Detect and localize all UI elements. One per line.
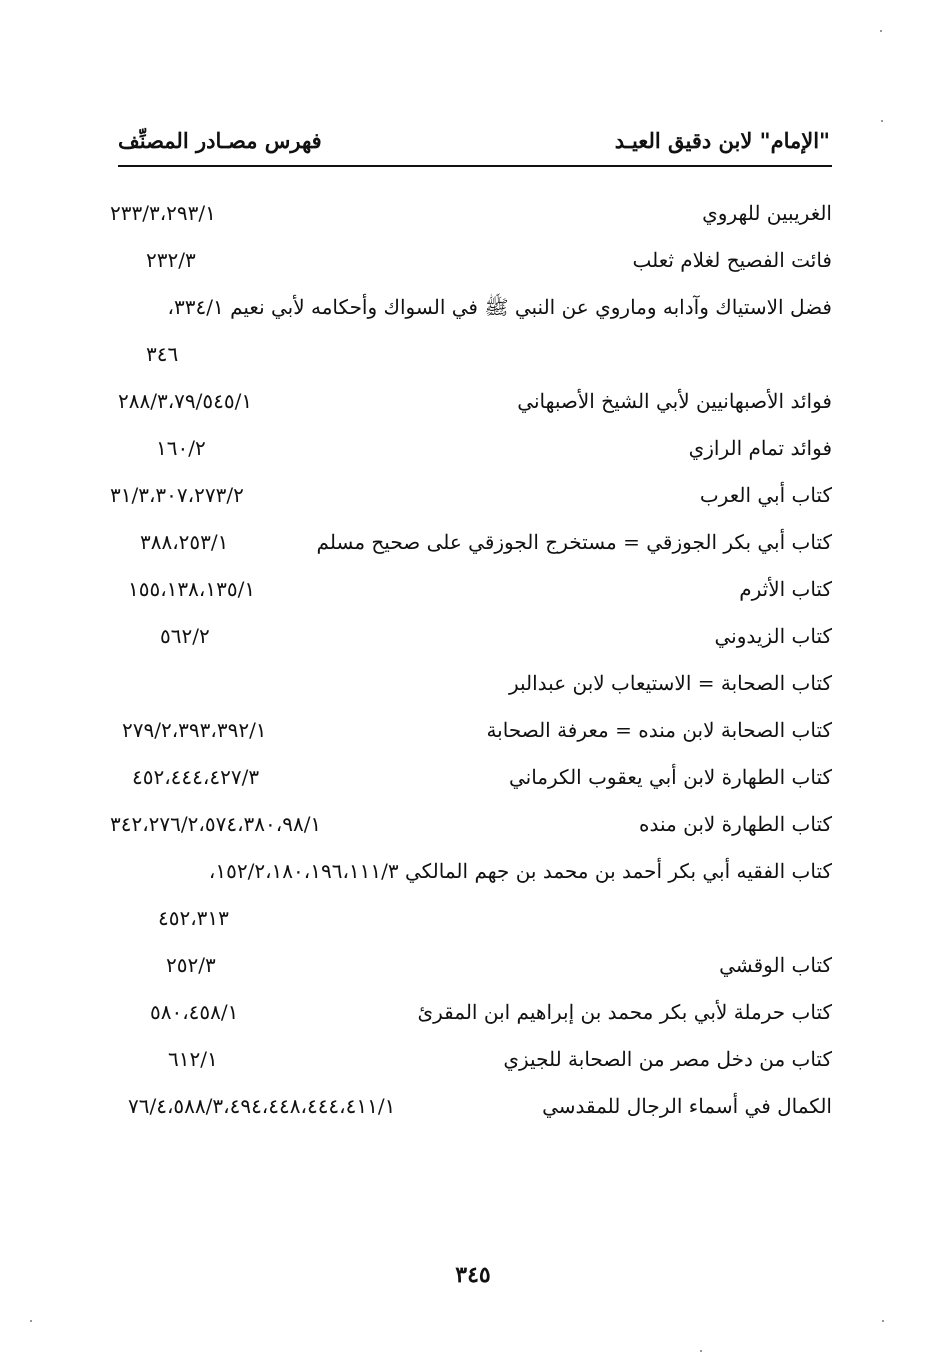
entry-title: كتاب الأثرم [739,577,832,601]
entry-title: فضل الاستياك وآدابه وماروي عن النبي ﷺ في السواك وأحكامه لأبي نعيم ٣٣٤/١، [167,295,832,319]
header-book-title: "الإمام" لابن دقيق العيـد [614,128,830,153]
header-rule [118,165,832,167]
entry-refs: ٣٤٦ [146,342,179,366]
entry-refs: ٢٧٩/٢،٣٩٣،٣٩٢/١ [122,718,267,742]
index-entry [110,190,832,237]
index-entry [110,472,832,519]
entry-refs: ٤٥٢،٣١٣ [158,906,229,930]
index-entry [110,284,832,331]
entry-refs: ٢٣٢/٣ [146,248,196,272]
entry-title: كتاب الصحابة = الاستيعاب لابن عبدالبر [508,671,832,695]
entry-title: الغريبين للهروي [702,201,832,225]
header-section-title: فهرس مصـادر المصنِّف [118,128,322,153]
index-entry [110,942,832,989]
entry-title: كتاب الطهارة لابن أبي يعقوب الكرماني [508,765,832,789]
entry-title: كتاب الفقيه أبي بكر أحمد بن محمد بن جهم المالكي ١٥٢/٢،١٨٠،١٩٦،١١١/٣، [208,859,832,883]
entry-title: كتاب من دخل مصر من الصحابة للجيزي [503,1047,832,1071]
entry-title: الكمال في أسماء الرجال للمقدسي [542,1094,832,1118]
scan-speck [881,120,883,122]
entry-title: فوائد الأصبهانيين لأبي الشيخ الأصبهاني [517,389,832,413]
index-entry [110,378,832,425]
entry-refs: ١٥٥،١٣٨،١٣٥/١ [128,577,256,601]
index-entry [110,754,832,801]
entry-refs: ٣١/٣،٣٠٧،٢٧٣/٢ [110,483,244,507]
index-entry [110,989,832,1036]
running-header [118,128,830,168]
index-entry [110,707,832,754]
scan-speck [882,1320,884,1322]
entry-title: فائت الفصيح لغلام ثعلب [632,248,832,272]
entry-title: كتاب الصحابة لابن منده = معرفة الصحابة [486,718,832,742]
entry-title: كتاب حرملة لأبي بكر محمد بن إبراهيم ابن المقرئ [417,1000,832,1024]
entry-title: كتاب الوقشي [719,953,832,977]
entry-title: كتاب الزيدوني [714,624,832,648]
entry-refs: ٢٨٨/٣،٧٩/٥٤٥/١ [118,389,253,413]
entry-title: فوائد تمام الرازي [688,436,832,460]
index-entry [110,566,832,613]
entry-refs: ٢٥٢/٣ [166,953,216,977]
scan-speck [700,1350,702,1352]
entry-refs: ٦١٢/١ [168,1047,218,1071]
entry-title: كتاب الطهارة لابن منده [639,812,832,836]
index-entry [110,848,832,895]
index-entry-continuation [110,331,832,378]
entry-title: كتاب أبي بكر الجوزقي = مستخرج الجوزقي على صحيح مسلم [316,530,832,554]
index-entry [110,1036,832,1083]
entry-refs: ٤٥٢،٤٤٤،٤٢٧/٣ [132,765,260,789]
scan-speck [30,1320,32,1322]
index-entry [110,801,832,848]
index-entry [110,613,832,660]
index-entry [110,519,832,566]
entry-refs: ٣٤٢،٢٧٦/٢،٥٧٤،٣٨٠،٩٨/١ [110,812,322,836]
entry-refs: ٢٣٣/٣،٢٩٣/١ [110,201,216,225]
entry-title: كتاب أبي العرب [699,483,832,507]
index-entry [110,1083,832,1130]
entry-refs: ٧٦/٤،٥٨٨/٣،٤٩٤،٤٤٨،٤٤٤،٤١١/١ [128,1094,396,1118]
entry-refs: ٥٨٠،٤٥٨/١ [150,1000,239,1024]
index-entry [110,660,832,707]
entry-refs: ٥٦٢/٢ [160,624,210,648]
page-number: ٣٤٥ [455,1262,491,1288]
entry-refs: ١٦٠/٢ [156,436,206,460]
scan-speck [880,30,882,32]
index-entry-continuation [110,895,832,942]
index-entry [110,237,832,284]
index-entry [110,425,832,472]
index-entries [110,190,832,1130]
entry-refs: ٣٨٨،٢٥٣/١ [140,530,229,554]
